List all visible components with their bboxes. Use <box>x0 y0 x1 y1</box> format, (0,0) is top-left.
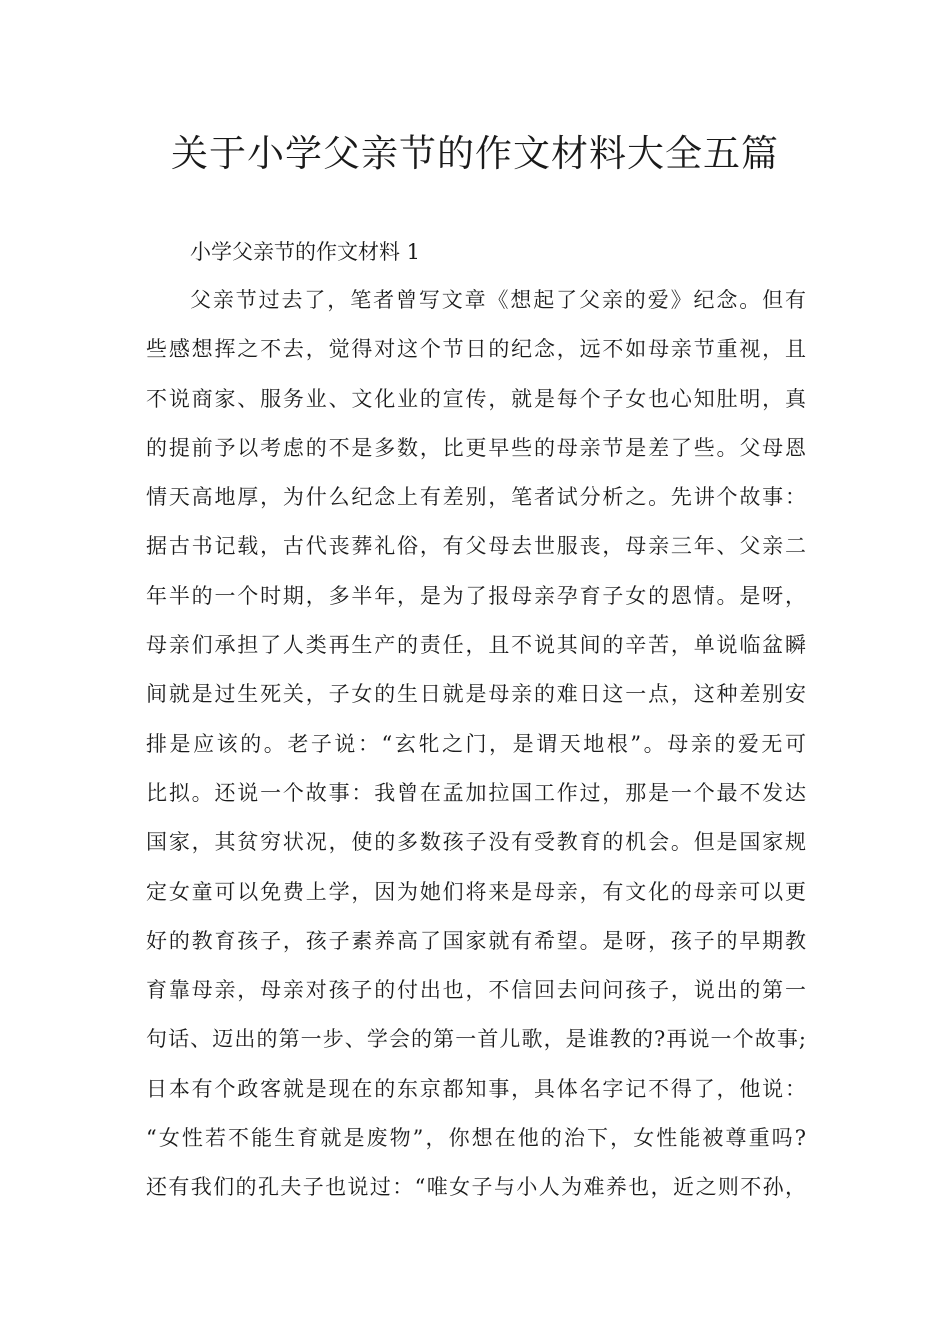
section-heading: 小学父亲节的作文材料 1 <box>190 240 421 264</box>
text-line: 的提前予以考虑的不是多数，比更早些的母亲节是差了些。父母恩 <box>146 435 806 460</box>
text-line: 年半的一个时期，多半年，是为了报母亲孕育子女的恩情。是呀， <box>146 583 806 608</box>
text-line: 育靠母亲，母亲对孩子的付出也，不信回去问问孩子，说出的第一 <box>146 978 806 1003</box>
text-line: 排是应该的。老子说：“玄牝之门，是谓天地根”。母亲的爱无可 <box>146 731 806 756</box>
document-title: 关于小学父亲节的作文材料大全五篇 <box>171 132 779 175</box>
text-line: 好的教育孩子，孩子素养高了国家就有希望。是呀，孩子的早期教 <box>146 928 806 953</box>
body-paragraph <box>146 284 806 1221</box>
text-line: 些感想挥之不去，觉得对这个节日的纪念，远不如母亲节重视，且 <box>146 337 806 362</box>
text-line: 情天高地厚，为什么纪念上有差别，笔者试分析之。先讲个故事： <box>146 485 806 510</box>
text-line: 还有我们的孔夫子也说过：“唯女子与小人为难养也，近之则不孙， <box>146 1175 806 1200</box>
text-line: 日本有个政客就是现在的东京都知事，具体名字记不得了，他说： <box>146 1076 806 1101</box>
text-line: 间就是过生死关，子女的生日就是母亲的难日这一点，这种差别安 <box>146 682 806 707</box>
text-line: 父亲节过去了，笔者曾写文章《想起了父亲的爱》纪念。但有 <box>190 288 806 312</box>
text-line: 比拟。还说一个故事：我曾在孟加拉国工作过，那是一个最不发达 <box>146 780 806 805</box>
text-line: “女性若不能生育就是废物”，你想在他的治下，女性能被尊重吗? <box>146 1126 806 1151</box>
text-line: 定女童可以免费上学，因为她们将来是母亲，有文化的母亲可以更 <box>146 879 806 904</box>
text-line: 国家，其贫穷状况，使的多数孩子没有受教育的机会。但是国家规 <box>146 830 806 855</box>
text-line: 据古书记载，古代丧葬礼俗，有父母去世服丧，母亲三年、父亲二 <box>146 534 806 559</box>
text-line: 句话、迈出的第一步、学会的第一首儿歌，是谁教的?再说一个故事; <box>146 1027 806 1052</box>
text-line: 不说商家、服务业、文化业的宣传，就是每个子女也心知肚明，真 <box>146 386 806 411</box>
text-line: 母亲们承担了人类再生产的责任，且不说其间的辛苦，单说临盆瞬 <box>146 633 806 658</box>
